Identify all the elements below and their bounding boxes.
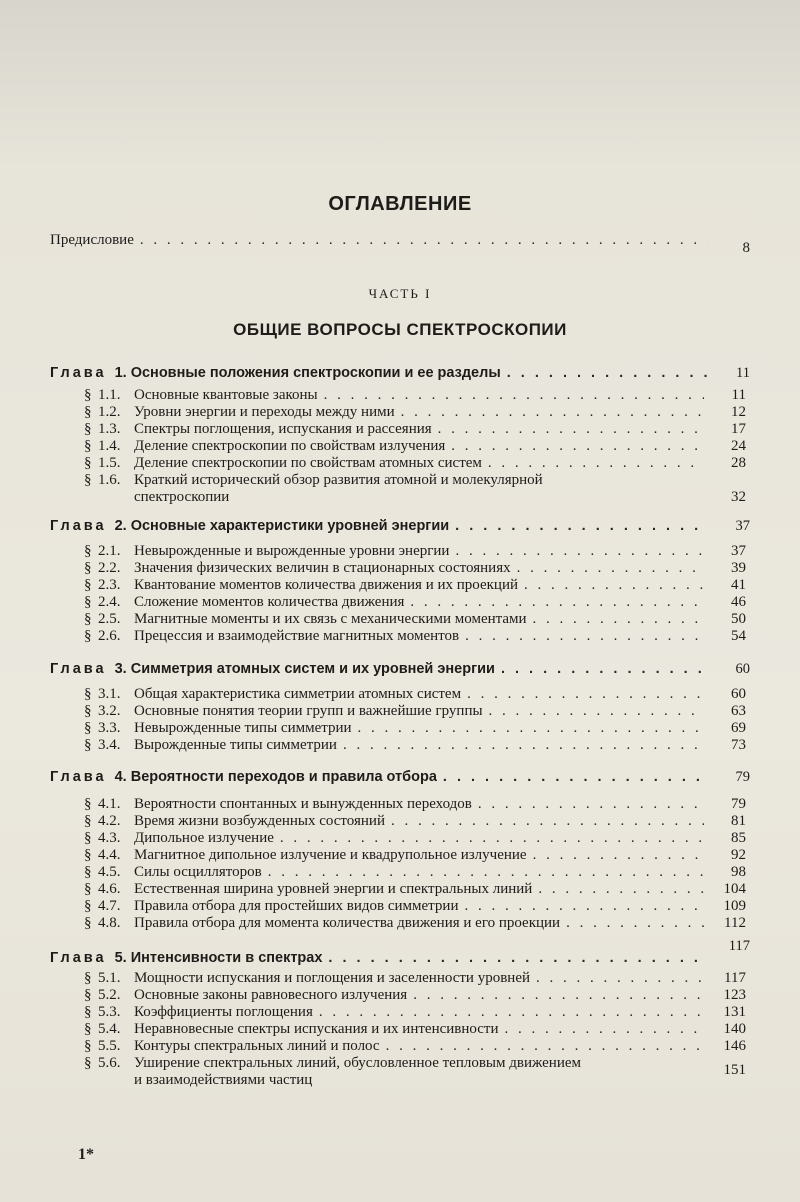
section-4-7: § 4.7. Правила отбора для простейших видов симметрии . . . 109 [84,898,746,915]
chapter-title: Симметрия атомных систем и их уровней энергии [130,661,495,677]
chapter-title: Интенсивности в спектрах [130,950,323,966]
chapter-4: Глава 4. Вероятности переходов и правила отбора . . . 79 [50,769,750,786]
section-5-1: § 5.1. Мощности испускания и поглощения и заселенности уровней . . . 117 [84,970,746,987]
section-5-5: § 5.5. Контуры спектральных линий и полос . . . 146 [84,1038,746,1055]
chapter-title: Вероятности переходов и правила отбора [130,769,437,785]
section-2-5: § 2.5. Магнитные моменты и их связь с механическими моментами . . . 50 [84,611,746,628]
leader-dots [140,232,708,249]
section-1-4: § 1.4. Деление спектроскопии по свойствам излучения . . . 24 [84,438,746,455]
section-3-4: § 3.4. Вырожденные типы симметрии . . . 73 [84,737,746,754]
section-4-8: § 4.8. Правила отбора для момента количества движения и его проекции . . . 112 [84,915,746,932]
section-5-3: § 5.3. Коэффициенты поглощения . . . 131 [84,1004,746,1021]
chapter-title: Основные положения спектроскопии и ее разделы [130,365,501,381]
preface-page: 8 [742,240,750,256]
section-1-1: § 1.1. Основные квантовые законы . . . 11 [84,387,746,404]
section-5-6-cont: и взаимодействиями частиц 151 [134,1062,746,1088]
chapter-3: Глава 3. Симметрия атомных систем и их уровней энергии . . . 60 [50,661,750,678]
section-2-1: § 2.1. Невырожденные и вырожденные уровни энергии . . . 37 [84,543,746,560]
section-1-6-cont: спектроскопии 32 [134,489,746,505]
part-label: ЧАСТЬ I [368,286,432,301]
section-4-1: § 4.1. Вероятности спонтанных и вынужденных переходов . . . 79 [84,796,746,813]
section-3-3: § 3.3. Невырожденные типы симметрии . . . 69 [84,720,746,737]
section-3-1: § 3.1. Общая характеристика симметрии атомных систем . . . 60 [84,686,746,703]
section-4-2: § 4.2. Время жизни возбужденных состояний . . . 81 [84,813,746,830]
chapter-number: 1. [114,365,127,381]
chapter-1 [50,365,750,382]
section-4-4: § 4.4. Магнитное дипольное излучение и квадрупольное излучение . . . 92 [84,847,746,864]
section-4-3: § 4.3. Дипольное излучение . . . 85 [84,830,746,847]
chapter-title: Основные характеристики уровней энергии [130,518,450,534]
section-5-6: § 5.6. Уширение спектральных линий, обусловленное тепловым движением [84,1055,582,1071]
section-2-4: § 2.4. Сложение моментов количества движения . . . 46 [84,594,746,611]
section-1-2: § 1.2. Уровни энергии и переходы между ними . . . 12 [84,404,746,421]
section-3-2: § 3.2. Основные понятия теории групп и важнейшие группы . . . 63 [84,703,746,720]
chapter-5: Глава 5. Интенсивности в спектрах . . . 117 [50,950,750,967]
leader-dots [507,365,708,382]
section-4-6: § 4.6. Естественная ширина уровней энергии и спектральных линий . . . 104 [84,881,746,898]
chapter-2: Глава 2. Основные характеристики уровней энергии . . . 37 [50,518,750,535]
chapter-page: 11 [736,365,750,381]
section-5-2: § 5.2. Основные законы равновесного излучения . . . 123 [84,987,746,1004]
part-title: ОБЩИЕ ВОПРОСЫ СПЕКТРОСКОПИИ [233,320,567,339]
section-1-3: § 1.3. Спектры поглощения, испускания и рассеяния . . . 17 [84,421,746,438]
section-1-5: § 1.5. Деление спектроскопии по свойствам атомных систем . . . 28 [84,455,746,472]
toc-entry-preface [50,232,750,256]
toc-title: ОГЛАВЛЕНИЕ [328,193,472,215]
section-1-6: § 1.6. Краткий исторический обзор развития атомной и молекулярной [84,472,543,488]
section-5-4: § 5.4. Неравновесные спектры испускания и их интенсивности . . . 140 [84,1021,746,1038]
section-4-5: § 4.5. Силы осцилляторов . . . 98 [84,864,746,881]
section-2-2: § 2.2. Значения физических величин в стационарных состояниях . . . 39 [84,560,746,577]
chapter-word: Глава [50,365,107,381]
preface-label: Предисловие [50,232,134,248]
section-2-6: § 2.6. Прецессия и взаимодействие магнитных моментов . . . 54 [84,628,746,645]
section-2-3: § 2.3. Квантование моментов количества движения и их проекций . . . 41 [84,577,746,594]
signature-mark: 1* [78,1146,94,1163]
